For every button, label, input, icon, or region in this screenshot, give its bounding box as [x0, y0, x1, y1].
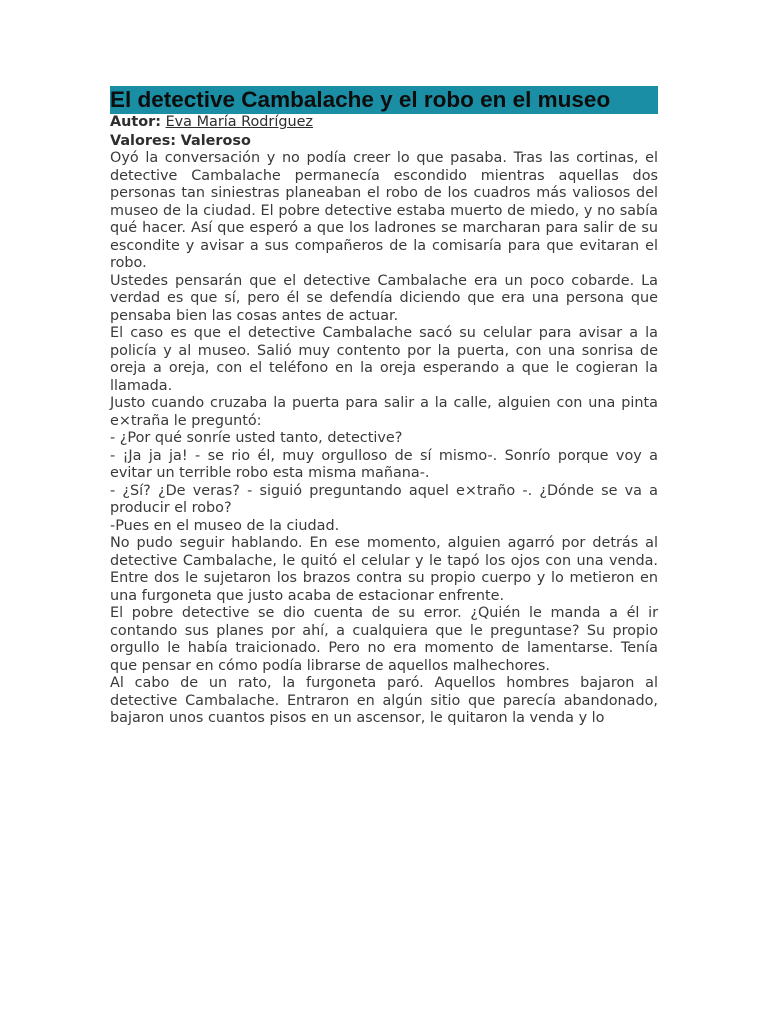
paragraph-6: - ¡Ja ja ja! - se rio él, muy orgulloso de sí mismo-. Sonrío porque voy a evitar un terrible robo esta misma mañana-. — [110, 447, 658, 481]
paragraph-10: El pobre detective se dio cuenta de su error. ¿Quién le manda a él ir contando sus planes por ahí, a cualquiera que le preguntase? Su propio orgullo le había traicionado. Pero no era momento de lamentarse. Tenía que pensar en cómo podía librarse de aquellos malhechores. — [110, 605, 658, 674]
paragraph-7: - ¿Sí? ¿De veras? - siguió preguntando aquel e×traño -. ¿Dónde se va a producir el robo? — [110, 482, 658, 516]
paragraph-5: - ¿Por qué sonríe usted tanto, detective? — [110, 430, 403, 446]
author-link[interactable]: Eva María Rodríguez — [165, 114, 313, 130]
values-label: Valores: — [110, 132, 177, 149]
paragraph-11: Al cabo de un rato, la furgoneta paró. Aquellos hombres bajaron al detective Cambalache. Entraron en algún sitio que parecía abandonado, bajaron unos cuantos pisos en un ascensor, le quitaron la venda y lo — [110, 675, 658, 726]
paragraph-3: El caso es que el detective Cambalache sacó su celular para avisar a la policía y al museo. Salió muy contento por la puerta, con una sonrisa de oreja a oreja, con el teléfono en la oreja esperando a que le cogieran la llamada. — [110, 325, 658, 394]
document-content — [110, 86, 658, 728]
author-line — [110, 114, 658, 132]
author-label: Autor: — [110, 114, 161, 130]
paragraph-9: No pudo seguir hablando. En ese momento, alguien agarró por detrás al detective Cambalache, le quitó el celular y le tapó los ojos con una venda. Entre dos le sujetaron los brazos contra su propio cuerpo y lo metieron en una furgoneta que justo acaba de estacionar enfrente. — [110, 535, 658, 604]
paragraph-2: Ustedes pensarán que el detective Cambalache era un poco cobarde. La verdad es que sí, pero él se defendía diciendo que era una persona que pensaba bien las cosas antes de actuar. — [110, 272, 658, 324]
paragraph-8: -Pues en el museo de la ciudad. — [110, 517, 340, 534]
paragraph-4: Justo cuando cruzaba la puerta para salir a la calle, alguien con una pinta e×traña le preguntó: — [110, 395, 658, 429]
document-title: El detective Cambalache y el robo en el museo — [110, 86, 658, 114]
values-text: Valeroso — [180, 132, 251, 149]
paragraph-1: Oyó la conversación y no podía creer lo que pasaba. Tras las cortinas, el detective Cambalache permanecía escondido mientras aquellas dos personas tan siniestras planeaban el robo de los cuadros más valiosos del museo de la ciudad. El pobre detective estaba muerto de miedo, y no sabía qué hacer. Así que esperó a que los ladrones se marcharan para salir de su escondite y avisar a sus compañeros de la comisaría para que evitaran el robo. — [110, 150, 658, 271]
values-line — [110, 133, 658, 151]
